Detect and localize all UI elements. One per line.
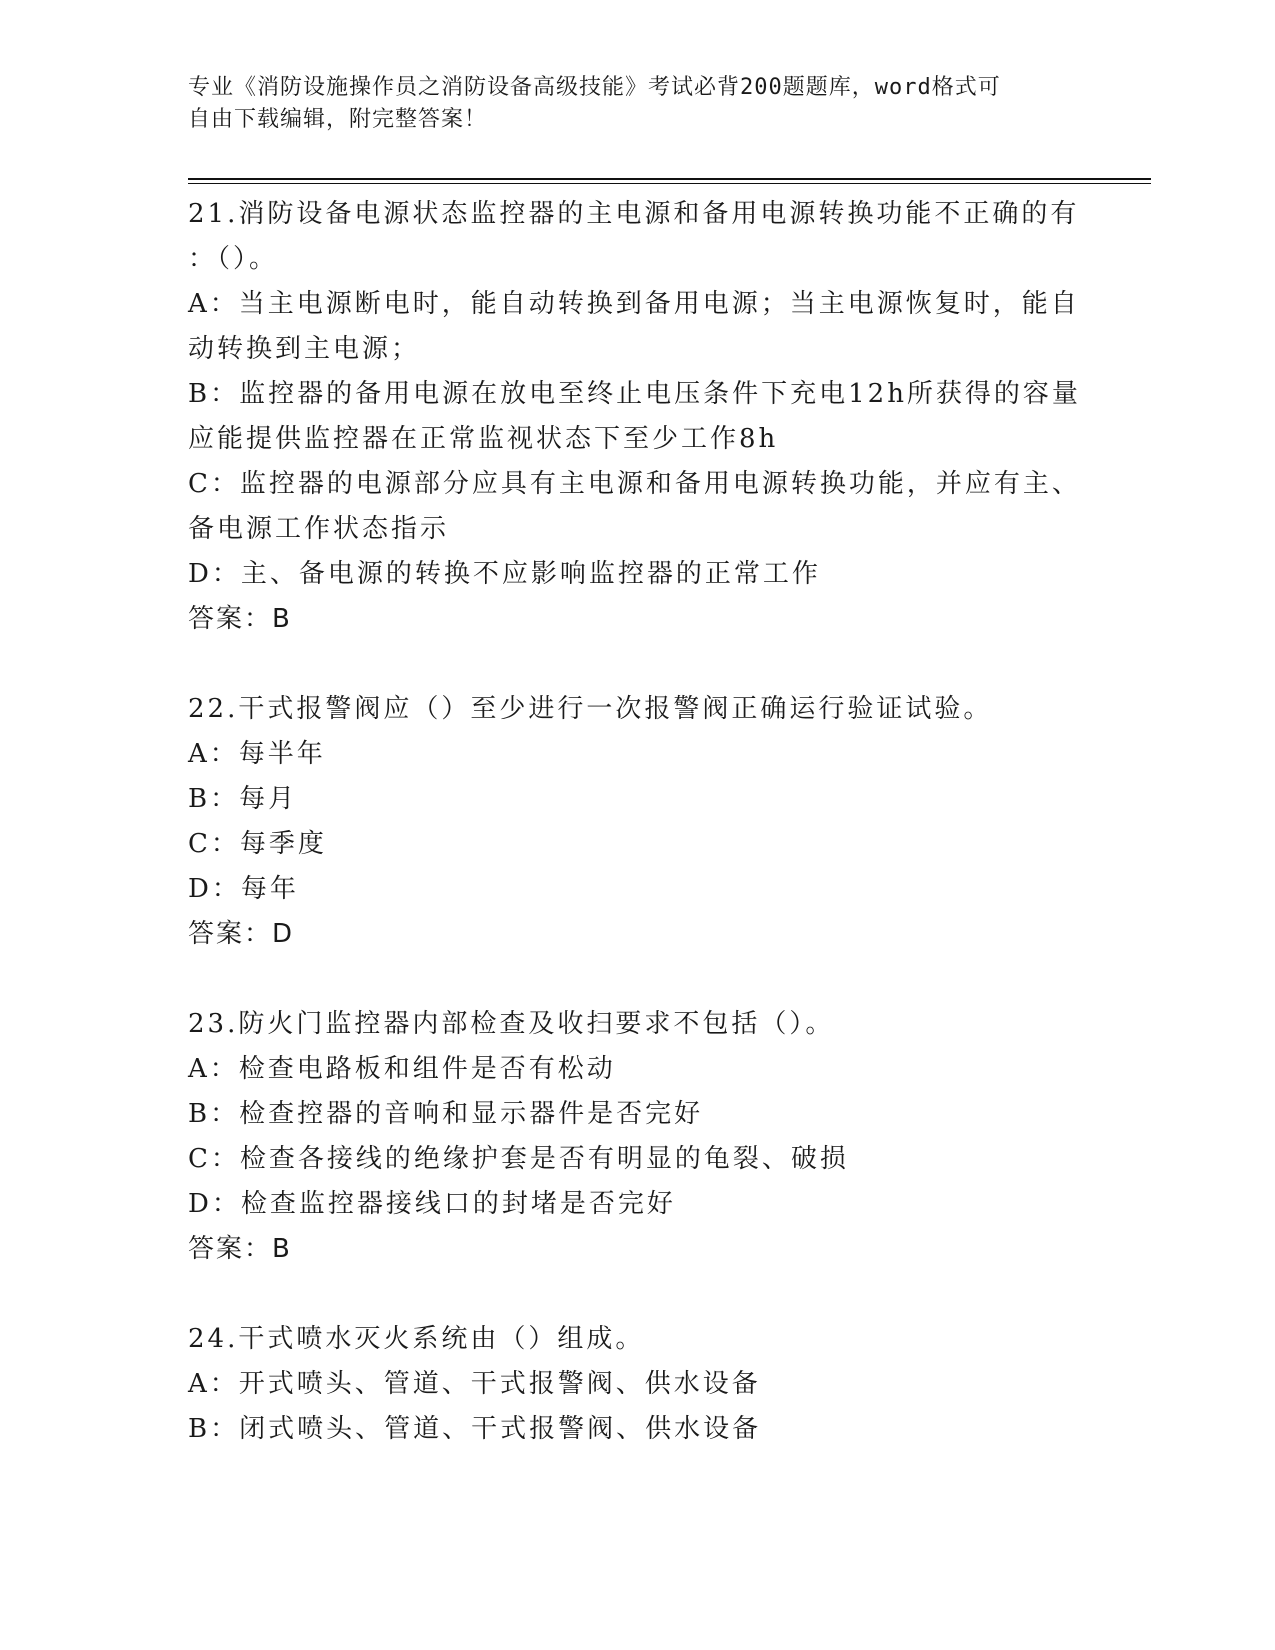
option-d-line: D：主、备电源的转换不应影响监控器的正常工作 <box>188 559 821 589</box>
option-b-line: 应能提供监控器在正常监视状态下至少工作8h <box>188 424 779 454</box>
option-d-line: D：检查监控器接线口的封堵是否完好 <box>188 1189 676 1219</box>
option-c-line: 备电源工作状态指示 <box>188 514 450 544</box>
question-24 <box>188 1317 1088 1452</box>
answer-line: 答案：D <box>188 919 295 949</box>
answer-line: 答案：B <box>188 1234 292 1264</box>
option-c-line: C：每季度 <box>188 829 327 859</box>
option-a-line: A：当主电源断电时，能自动转换到备用电源；当主电源恢复时，能自 <box>188 289 1080 319</box>
question-21 <box>188 192 1088 642</box>
question-22 <box>188 687 1088 957</box>
spacer <box>188 1272 1088 1317</box>
option-b-line: B：监控器的备用电源在放电至终止电压条件下充电12h所获得的容量 <box>188 379 1081 409</box>
option-a-line: 动转换到主电源； <box>188 334 421 364</box>
header-divider-thin <box>188 183 1151 184</box>
question-stem-line: 24.干式喷水灭火系统由（）组成。 <box>188 1324 645 1354</box>
option-d-line: D：每年 <box>188 874 299 904</box>
option-b-line: B：每月 <box>188 784 298 814</box>
option-a-line: A：开式喷头、管道、干式报警阀、供水设备 <box>188 1369 761 1399</box>
question-stem-line: 21.消防设备电源状态监控器的主电源和备用电源转换功能不正确的有 <box>188 199 1080 229</box>
question-list <box>188 192 1088 1452</box>
header-line-2: 自由下载编辑，附完整答案！ <box>188 107 488 132</box>
document-header <box>188 72 1068 136</box>
question-stem-line: ：（）。 <box>188 244 279 274</box>
option-b-line: B：闭式喷头、管道、干式报警阀、供水设备 <box>188 1414 762 1444</box>
option-c-line: C：检查各接线的绝缘护套是否有明显的龟裂、破损 <box>188 1144 849 1174</box>
spacer <box>188 957 1088 1002</box>
header-line-1: 专业《消防设施操作员之消防设备高级技能》考试必背200题题库，word格式可 <box>188 75 1001 100</box>
option-c-line: C：监控器的电源部分应具有主电源和备用电源转换功能，并应有主、 <box>188 469 1081 499</box>
header-divider-thick <box>188 178 1151 180</box>
option-b-line: B：检查控器的音响和显示器件是否完好 <box>188 1099 704 1129</box>
question-stem-line: 23.防火门监控器内部检查及收扫要求不包括（）。 <box>188 1009 835 1039</box>
question-stem-line: 22.干式报警阀应（）至少进行一次报警阀正确运行验证试验。 <box>188 694 993 724</box>
option-a-line: A：检查电路板和组件是否有松动 <box>188 1054 616 1084</box>
question-23 <box>188 1002 1088 1272</box>
spacer <box>188 642 1088 687</box>
option-a-line: A：每半年 <box>188 739 326 769</box>
answer-line: 答案：B <box>188 604 292 634</box>
